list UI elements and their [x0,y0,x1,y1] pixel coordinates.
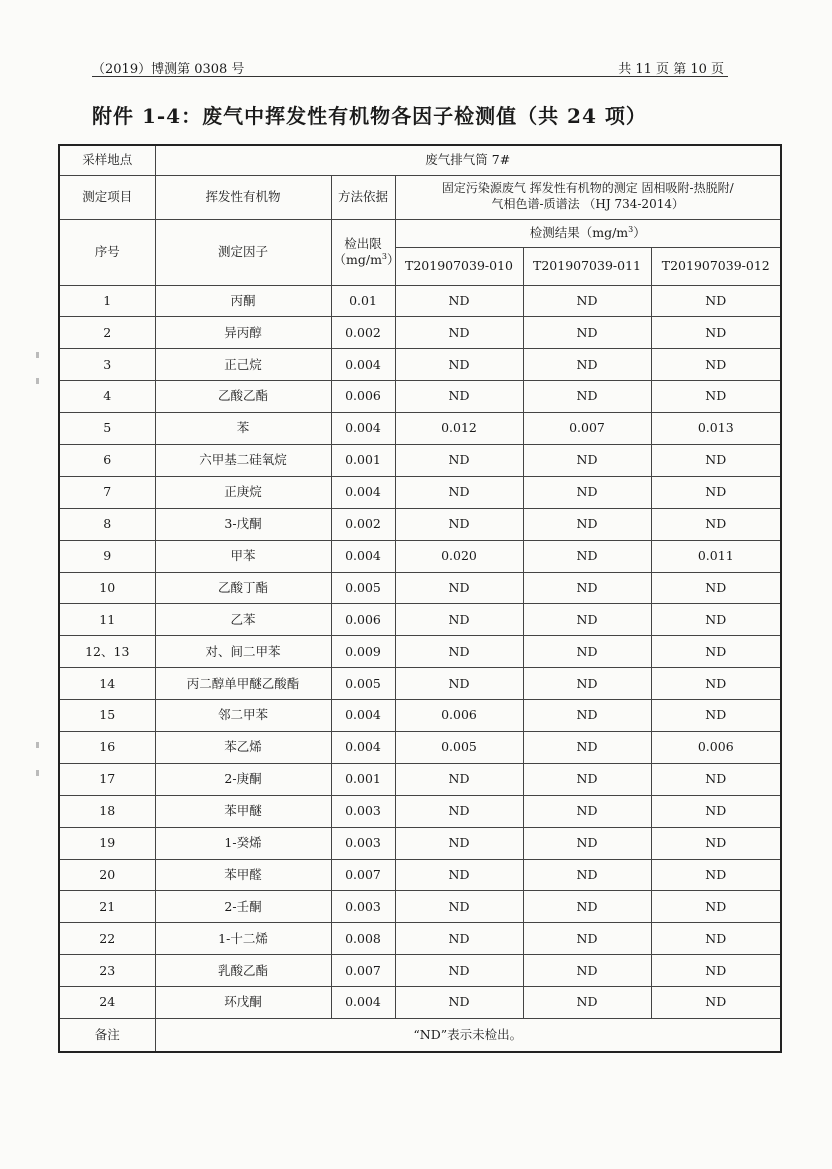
limit-header [331,219,400,285]
table-row [59,285,781,317]
results-table [58,144,782,1053]
result-sample-1: ND [395,508,523,540]
remark-row [59,1018,781,1052]
row-number: 3 [59,349,155,381]
table-row [59,891,781,923]
result-sample-2: ND [523,444,651,476]
row-number: 19 [59,827,155,859]
result-sample-1: ND [395,827,523,859]
table-row [59,508,781,540]
result-sample-1: 0.020 [395,540,523,572]
seq-header: 序号 [59,219,155,285]
result-sample-1: ND [395,859,523,891]
result-sample-3: ND [651,700,781,732]
table-row [59,540,781,572]
factor-name: 邻二甲苯 [155,700,331,732]
table-row [59,476,781,508]
result-sample-2: ND [523,731,651,763]
result-sample-2: ND [523,668,651,700]
limit-label: 检出限 [344,235,382,251]
result-sample-1: ND [395,381,523,413]
result-header [395,219,781,247]
result-sample-3: ND [651,763,781,795]
result-sample-1: ND [395,955,523,987]
table-row [59,827,781,859]
table-row [59,381,781,413]
row-number: 9 [59,540,155,572]
table-row [59,987,781,1019]
detection-limit: 0.004 [331,349,395,381]
factor-name: 丙二醇单甲醚乙酸酯 [155,668,331,700]
result-sample-2: ND [523,795,651,827]
table-row [59,604,781,636]
result-label-pre: 检测结果（mg/m [529,224,629,240]
result-sample-3: ND [651,923,781,955]
result-sample-3: ND [651,444,781,476]
result-sample-2: ND [523,572,651,604]
result-sample-3: ND [651,668,781,700]
result-sample-2: ND [523,827,651,859]
result-sample-1: ND [395,604,523,636]
result-sample-3: ND [651,572,781,604]
result-sample-2: ND [523,636,651,668]
result-sample-2: ND [523,349,651,381]
method-value [395,175,781,219]
factor-name: 1-癸烯 [155,827,331,859]
detection-limit: 0.004 [331,540,395,572]
remark-label: 备注 [59,1018,155,1052]
table-row [59,413,781,445]
result-sample-1: ND [395,636,523,668]
result-sample-3: ND [651,891,781,923]
result-sample-3: ND [651,349,781,381]
site-row [59,145,781,175]
row-number: 1 [59,285,155,317]
method-label: 方法依据 [331,175,395,219]
sample-id-2: T201907039-011 [523,247,651,285]
result-sample-3: 0.006 [651,731,781,763]
data-rows [59,285,781,1018]
result-sample-2: ND [523,285,651,317]
factor-name: 苯甲醛 [155,859,331,891]
remark-value: “ND”表示未检出。 [155,1018,781,1052]
result-sample-3: ND [651,381,781,413]
sample-id-3: T201907039-012 [651,247,781,285]
result-sample-2: ND [523,476,651,508]
report-number: （2019）博测第 0308 号 [92,62,245,77]
factor-name: 苯 [155,413,331,445]
result-sample-3: ND [651,987,781,1019]
result-sample-2: ND [523,700,651,732]
scan-mark [36,742,39,748]
detection-limit: 0.001 [331,444,395,476]
detection-limit: 0.003 [331,827,395,859]
row-number: 10 [59,572,155,604]
result-sample-1: ND [395,476,523,508]
detection-limit: 0.003 [331,891,395,923]
sample-id-1: T201907039-010 [395,247,523,285]
factor-name: 乙酸丁酯 [155,572,331,604]
table-row [59,349,781,381]
detection-limit: 0.007 [331,859,395,891]
result-sample-2: ND [523,891,651,923]
factor-header: 测定因子 [155,219,331,285]
result-sample-3: ND [651,827,781,859]
result-sample-3: ND [651,636,781,668]
result-sample-1: ND [395,891,523,923]
result-sample-3: ND [651,795,781,827]
result-sample-2: ND [523,955,651,987]
result-sample-3: ND [651,859,781,891]
table-row [59,700,781,732]
result-sample-1: ND [395,923,523,955]
result-sample-2: ND [523,540,651,572]
result-sample-2: ND [523,923,651,955]
table-row [59,444,781,476]
detection-limit: 0.005 [331,572,395,604]
result-sample-3: ND [651,285,781,317]
column-header-row-1 [59,219,781,247]
table-row [59,668,781,700]
detection-limit: 0.005 [331,668,395,700]
method-line-1: 固定污染源废气 挥发性有机物的测定 固相吸附-热脱附/ [441,181,734,196]
table-row [59,859,781,891]
table-row [59,923,781,955]
factor-name: 正庚烷 [155,476,331,508]
scan-mark [36,770,39,776]
factor-name: 苯甲醚 [155,795,331,827]
detection-limit: 0.01 [331,285,395,317]
factor-name: 甲苯 [155,540,331,572]
table-row [59,636,781,668]
row-number: 6 [59,444,155,476]
detection-limit: 0.006 [331,381,395,413]
row-number: 17 [59,763,155,795]
factor-name: 环戊酮 [155,987,331,1019]
result-sample-2: ND [523,859,651,891]
factor-name: 2-庚酮 [155,763,331,795]
table-row [59,795,781,827]
result-sample-2: ND [523,987,651,1019]
result-sample-2: 0.007 [523,413,651,445]
row-number: 15 [59,700,155,732]
result-sample-2: ND [523,604,651,636]
result-sample-2: ND [523,763,651,795]
row-number: 11 [59,604,155,636]
result-sample-1: ND [395,795,523,827]
item-value: 挥发性有机物 [155,175,331,219]
result-sample-1: ND [395,763,523,795]
page-header [92,58,728,77]
detection-limit: 0.009 [331,636,395,668]
detection-limit: 0.004 [331,987,395,1019]
result-label-sup: 3 [628,224,634,234]
row-number: 2 [59,317,155,349]
factor-name: 异丙醇 [155,317,331,349]
result-label-post: ） [633,224,646,240]
row-number: 21 [59,891,155,923]
detection-limit: 0.004 [331,413,395,445]
row-number: 5 [59,413,155,445]
limit-unit-pre: （mg/m [333,252,382,267]
limit-unit-post: ） [387,252,400,267]
row-number: 12、13 [59,636,155,668]
limit-unit-sup: 3 [381,251,388,261]
factor-name: 乙酸乙酯 [155,381,331,413]
factor-name: 1-十二烯 [155,923,331,955]
result-sample-2: ND [523,381,651,413]
method-row [59,175,781,219]
detection-limit: 0.008 [331,923,395,955]
table-row [59,731,781,763]
page-title: 附件 1-4：废气中挥发性有机物各因子检测值（共 24 项） [92,104,647,128]
factor-name: 六甲基二硅氧烷 [155,444,331,476]
result-sample-1: 0.012 [395,413,523,445]
detection-limit: 0.004 [331,731,395,763]
result-sample-3: 0.013 [651,413,781,445]
result-sample-3: ND [651,317,781,349]
result-sample-1: ND [395,317,523,349]
detection-limit: 0.006 [331,604,395,636]
row-number: 14 [59,668,155,700]
result-sample-1: 0.006 [395,700,523,732]
result-sample-3: 0.011 [651,540,781,572]
detection-limit: 0.003 [331,795,395,827]
factor-name: 3-戊酮 [155,508,331,540]
row-number: 4 [59,381,155,413]
result-sample-1: ND [395,987,523,1019]
result-sample-1: ND [395,285,523,317]
row-number: 16 [59,731,155,763]
row-number: 20 [59,859,155,891]
result-sample-1: 0.005 [395,731,523,763]
result-sample-1: ND [395,668,523,700]
table-row [59,763,781,795]
factor-name: 对、间二甲苯 [155,636,331,668]
table-row [59,317,781,349]
page-info: 共 11 页 第 10 页 [618,62,724,77]
scan-mark [36,378,39,384]
factor-name: 正己烷 [155,349,331,381]
site-label: 采样地点 [59,145,155,175]
factor-name: 丙酮 [155,285,331,317]
site-value: 废气排气筒 7# [155,145,781,175]
detection-limit: 0.004 [331,476,395,508]
row-number: 7 [59,476,155,508]
detection-limit: 0.002 [331,317,395,349]
detection-limit: 0.007 [331,955,395,987]
result-sample-3: ND [651,955,781,987]
table-row [59,955,781,987]
factor-name: 乙苯 [155,604,331,636]
factor-name: 苯乙烯 [155,731,331,763]
scan-mark [36,352,39,358]
table-row [59,572,781,604]
item-label: 测定项目 [59,175,155,219]
detection-limit: 0.002 [331,508,395,540]
result-sample-2: ND [523,508,651,540]
row-number: 23 [59,955,155,987]
result-sample-1: ND [395,444,523,476]
factor-name: 乳酸乙酯 [155,955,331,987]
result-sample-3: ND [651,476,781,508]
result-sample-3: ND [651,604,781,636]
detection-limit: 0.001 [331,763,395,795]
row-number: 8 [59,508,155,540]
row-number: 24 [59,987,155,1019]
row-number: 18 [59,795,155,827]
method-line-2: 气相色谱-质谱法 （HJ 734-2014） [491,197,684,211]
result-sample-1: ND [395,349,523,381]
result-sample-3: ND [651,508,781,540]
result-sample-2: ND [523,317,651,349]
row-number: 22 [59,923,155,955]
factor-name: 2-壬酮 [155,891,331,923]
detection-limit: 0.004 [331,700,395,732]
result-sample-1: ND [395,572,523,604]
